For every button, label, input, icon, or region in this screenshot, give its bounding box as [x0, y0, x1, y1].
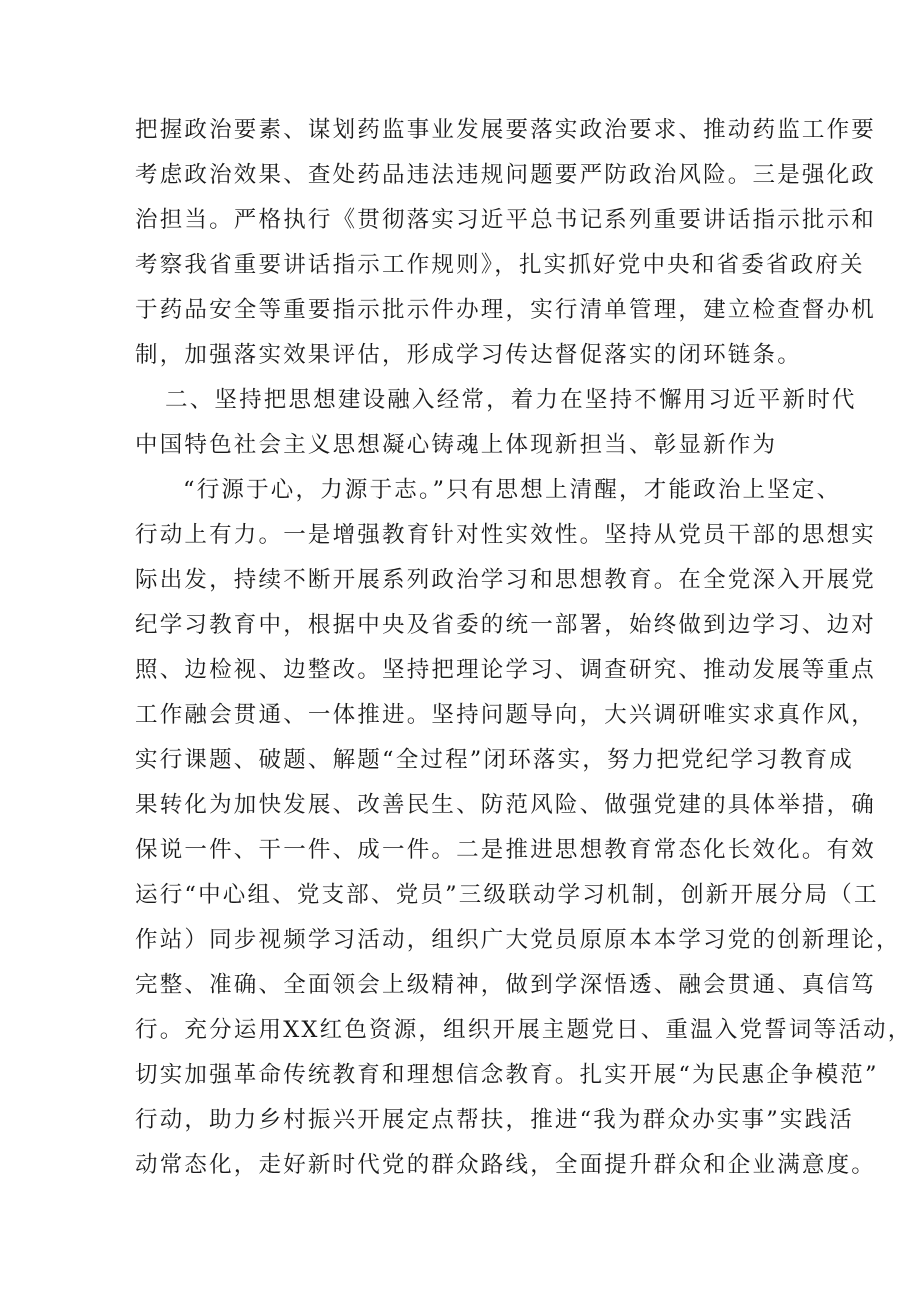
text-line: “行源于心，力源于志。”只有思想上清醒，才能政治上坚定、 — [183, 477, 842, 503]
text-line: 作站）同步视频学习活动，组织广大党员原原本本学习党的创新理论， — [135, 927, 901, 953]
text-line: 行动上有力。一是增强教育针对性实效性。坚持从党员干部的思想实 — [135, 522, 877, 548]
text-line: 工作融会贯通、一体推进。坚持问题导向，大兴调研唯实求真作风， — [135, 702, 877, 728]
text-line: 考察我省重要讲话指示工作规则》，扎实抓好党中央和省委省政府关 — [135, 252, 865, 278]
text-line: 把握政治要素、谋划药监事业发展要落实政治要求、推动药监工作要 — [135, 117, 877, 143]
text-line: 际出发，持续不断开展系列政治学习和思想教育。在全党深入开展党 — [135, 567, 877, 593]
text-line: 照、边检视、边整改。坚持把理论学习、调查研究、推动发展等重点 — [135, 657, 877, 683]
text-line: 纪学习教育中，根据中央及省委的统一部署，始终做到边学习、边对 — [135, 612, 877, 638]
text-line: 运行“中心组、党支部、党员”三级联动学习机制，创新开展分局（工 — [135, 882, 879, 908]
text-line: 完整、准确、全面领会上级精神，做到学深悟透、融会贯通、真信笃 — [135, 972, 877, 998]
section-heading-line: 二、坚持把思想建设融入经常，着力在坚持不懈用习近平新时代 — [165, 387, 857, 413]
text-line: 治担当。严格执行《贯彻落实习近平总书记系列重要讲话指示批示和 — [135, 207, 877, 233]
text-line: 行。充分运用XX红色资源，组织开展主题党日、重温入党誓词等活动， — [135, 1017, 913, 1043]
section-heading-line: 中国特色社会主义思想凝心铸魂上体现新担当、彰显新作为 — [135, 432, 778, 458]
text-line: 制，加强落实效果评估，形成学习传达督促落实的闭环链条。 — [135, 342, 802, 368]
document-body — [135, 108, 913, 1188]
text-line: 果转化为加快发展、改善民生、防范风险、做强党建的具体举措，确 — [135, 792, 877, 818]
text-line: 于药品安全等重要指示批示件办理，实行清单管理，建立检查督办机 — [135, 297, 877, 323]
text-line: 保说一件、干一件、成一件。二是推进思想教育常态化长效化。有效 — [135, 837, 877, 863]
text-line: 动常态化，走好新时代党的群众路线，全面提升群众和企业满意度。 — [135, 1152, 877, 1178]
text-line: 切实加强革命传统教育和理想信念教育。扎实开展“为民惠企争模范” — [135, 1062, 879, 1088]
text-line: 考虑政治效果、查处药品违法违规问题要严防政治风险。三是强化政 — [135, 162, 877, 188]
text-line: 实行课题、破题、解题“全过程”闭环落实，努力把党纪学习教育成 — [135, 747, 855, 773]
text-line: 行动，助力乡村振兴开展定点帮扶，推进“我为群众办实事”实践活 — [135, 1107, 855, 1133]
